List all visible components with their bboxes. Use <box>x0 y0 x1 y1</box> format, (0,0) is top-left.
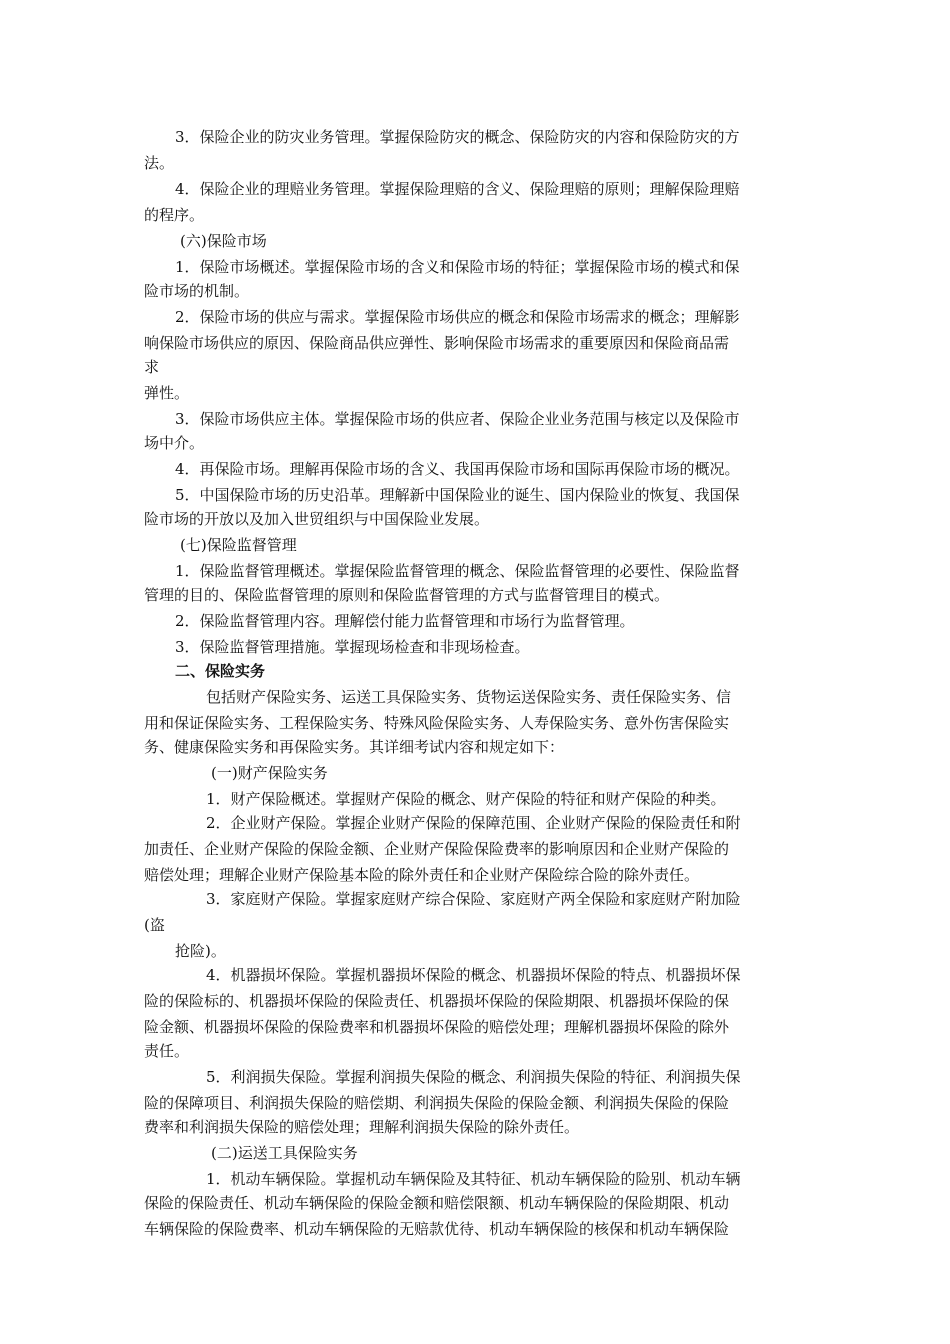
text-line: 险市场的机制。 <box>144 282 250 300</box>
text-line: 1．保险监督管理概述。掌握保险监督管理的概念、保险监督管理的必要性、保险监督 <box>175 562 740 580</box>
text-line: 3．家庭财产保险。掌握家庭财产综合保险、家庭财产两全保险和家庭财产附加险 <box>206 890 741 908</box>
text-line: 包括财产保险实务、运送工具保险实务、货物运送保险实务、责任保险实务、信 <box>206 688 732 706</box>
text-line: 用和保证保险实务、工程保险实务、特殊风险保险实务、人寿保险实务、意外伤害保险实 <box>144 714 730 732</box>
text-line: 3．保险市场供应主体。掌握保险市场的供应者、保险企业业务范围与核定以及保险市 <box>175 410 740 428</box>
text-line: 车辆保险的保险费率、机动车辆保险的无赔款优待、机动车辆保险的核保和机动车辆保险 <box>144 1220 730 1238</box>
text-line: 赔偿处理；理解企业财产保险基本险的除外责任和企业财产保险综合险的除外责任。 <box>144 866 700 884</box>
text-line: 1．财产保险概述。掌握财产保险的概念、财产保险的特征和财产保险的种类。 <box>206 790 726 808</box>
text-line: 求 <box>144 358 160 376</box>
text-line: 保险的保险责任、机动车辆保险的保险金额和赔偿限额、机动车辆保险的保险期限、机动 <box>144 1194 730 1212</box>
text-line: 3．保险监督管理措施。掌握现场检查和非现场检查。 <box>175 638 530 656</box>
text-line: 响保险市场供应的原因、保险商品供应弹性、影响保险市场需求的重要原因和保险商品需 <box>144 334 730 352</box>
text-line: 1．保险市场概述。掌握保险市场的含义和保险市场的特征；掌握保险市场的模式和保 <box>175 258 740 276</box>
text-line: 法。 <box>144 154 175 172</box>
text-line: 2．保险监督管理内容。理解偿付能力监督管理和市场行为监督管理。 <box>175 612 635 630</box>
text-line: 加责任、企业财产保险的保险金额、企业财产保险保险费率的影响原因和企业财产保险的 <box>144 840 730 858</box>
text-line: 险的保障项目、利润损失保险的赔偿期、利润损失保险的保险金额、利润损失保险的保险 <box>144 1094 730 1112</box>
text-line: 管理的目的、保险监督管理的原则和保险监督管理的方式与监督管理目的模式。 <box>144 586 670 604</box>
chapter-heading: 二、保险实务 <box>175 662 266 680</box>
text-line: 险金额、机器损坏保险的保险费率和机器损坏保险的赔偿处理；理解机器损坏保险的除外 <box>144 1018 730 1036</box>
section-heading: (六)保险市场 <box>180 232 267 250</box>
text-line: 险市场的开放以及加入世贸组织与中国保险业发展。 <box>144 510 490 528</box>
section-heading: (二)运送工具保险实务 <box>211 1144 358 1162</box>
text-line: 2．保险市场的供应与需求。掌握保险市场供应的概念和保险市场需求的概念；理解影 <box>175 308 740 326</box>
text-line: 费率和利润损失保险的赔偿处理；理解利润损失保险的除外责任。 <box>144 1118 580 1136</box>
text-line: 3．保险企业的防灾业务管理。掌握保险防灾的概念、保险防灾的内容和保险防灾的方 <box>175 128 740 146</box>
text-line: 的程序。 <box>144 206 205 224</box>
text-line: 4．保险企业的理赔业务管理。掌握保险理赔的含义、保险理赔的原则；理解保险理赔 <box>175 180 740 198</box>
section-heading: (七)保险监督管理 <box>180 536 297 554</box>
text-line: 场中介。 <box>144 434 205 452</box>
text-line: 弹性。 <box>144 384 190 402</box>
text-line: 险的保险标的、机器损坏保险的保险责任、机器损坏保险的保险期限、机器损坏保险的保 <box>144 992 730 1010</box>
text-line: (盗 <box>144 916 165 934</box>
text-line: 1．机动车辆保险。掌握机动车辆保险及其特征、机动车辆保险的险别、机动车辆 <box>206 1170 741 1188</box>
text-line: 2．企业财产保险。掌握企业财产保险的保障范围、企业财产保险的保险责任和附 <box>206 814 741 832</box>
text-line: 5．利润损失保险。掌握利润损失保险的概念、利润损失保险的特征、利润损失保 <box>206 1068 741 1086</box>
text-line: 抢险)。 <box>175 942 226 960</box>
text-line: 4．再保险市场。理解再保险市场的含义、我国再保险市场和国际再保险市场的概况。 <box>175 460 740 478</box>
text-line: 务、健康保险实务和再保险实务。其详细考试内容和规定如下： <box>144 738 565 756</box>
text-line: 责任。 <box>144 1042 190 1060</box>
text-line: 4．机器损坏保险。掌握机器损坏保险的概念、机器损坏保险的特点、机器损坏保 <box>206 966 741 984</box>
text-line: 5．中国保险市场的历史沿革。理解新中国保险业的诞生、国内保险业的恢复、我国保 <box>175 486 740 504</box>
section-heading: (一)财产保险实务 <box>211 764 328 782</box>
